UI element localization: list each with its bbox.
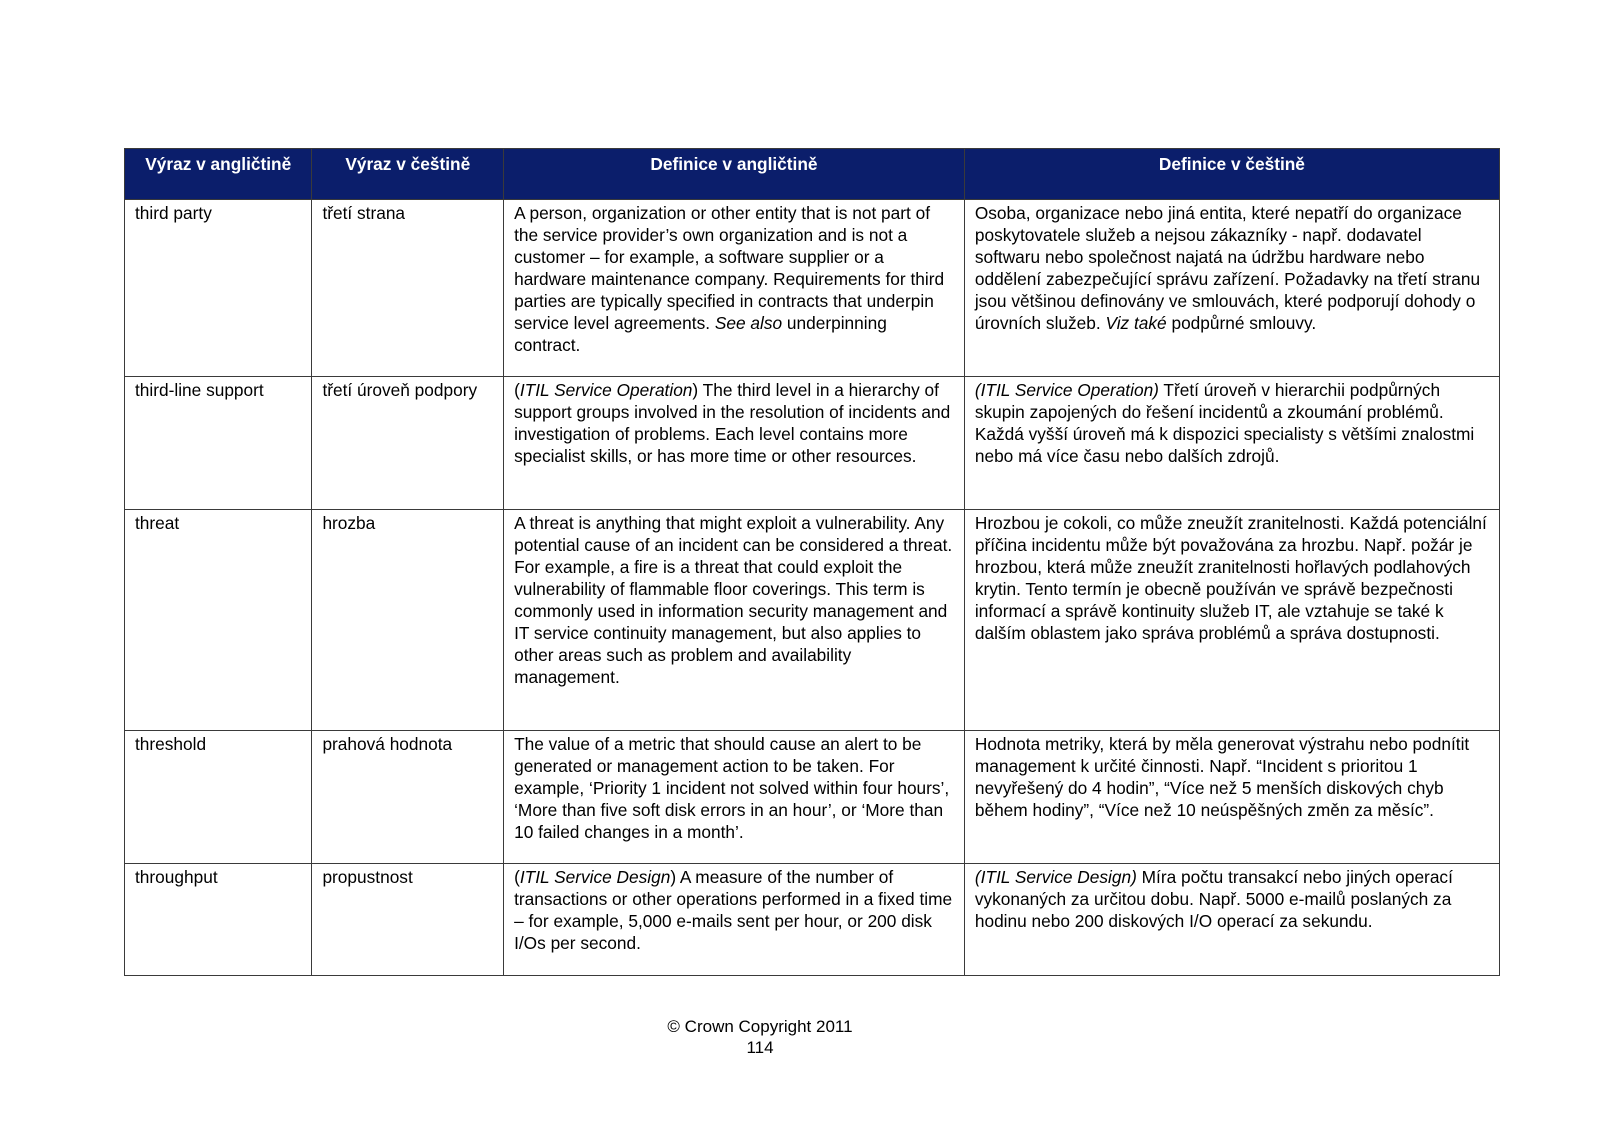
term-czech: třetí úroveň podpory bbox=[312, 377, 504, 510]
definition-czech bbox=[964, 200, 1499, 377]
text-run: podpůrné smlouvy. bbox=[1166, 313, 1317, 333]
definition-czech bbox=[964, 731, 1499, 864]
text-run: underpinning contract. bbox=[514, 313, 887, 355]
definition-english bbox=[504, 731, 965, 864]
italic-text-run: (ITIL Service Design) bbox=[974, 867, 1137, 887]
term-czech: třetí strana bbox=[312, 200, 504, 377]
text-run: Hodnota metriky, která by měla generovat výstrahu nebo podnítit management k určité činnosti. Např. “Incident s prioritou 1 nevyřešený do 4 hodin”, “Více než 5 menších diskových chyb během hodiny”, “Více než 10 neúspěšných změn za měsíc”. bbox=[974, 734, 1470, 820]
term-english: threat bbox=[125, 510, 312, 731]
text-run: A threat is anything that might exploit a vulnerability. Any potential cause of an incident can be considered a threat. For example, a fire is a threat that could exploit the vulnerability of flammable floor coverings. This term is commonly used in information security management and IT service continuity management, but also applies to other areas such as problem and availability management. bbox=[514, 513, 953, 687]
definition-english bbox=[504, 864, 965, 976]
page-number: 114 bbox=[746, 1038, 774, 1057]
header-definition-english: Definice v angličtině bbox=[504, 149, 965, 200]
term-czech: hrozba bbox=[312, 510, 504, 731]
table-row bbox=[125, 510, 1500, 731]
header-term-english: Výraz v angličtině bbox=[125, 149, 312, 200]
text-run: ) A measure of the number of transactions or other operations performed in a fixed time – for example, 5,000 e-mails sent per hour, or 200 disk I/Os per second. bbox=[514, 867, 953, 953]
table-row bbox=[125, 377, 1500, 510]
term-english: throughput bbox=[125, 864, 312, 976]
definition-czech bbox=[964, 377, 1499, 510]
text-run: Třetí úroveň v hierarchii podpůrných skupin zapojených do řešení incidentů a zkoumání problémů. Každá vyšší úroveň má k dispozici specialisty s většími znalostmi nebo má více času nebo dalších zdrojů. bbox=[974, 380, 1475, 466]
table-row bbox=[125, 864, 1500, 976]
definition-czech bbox=[964, 510, 1499, 731]
italic-text-run: ITIL Service Design bbox=[519, 867, 671, 887]
definition-english bbox=[504, 510, 965, 731]
text-run: ) The third level in a hierarchy of support groups involved in the resolution of incidents and investigation of problems. Each level contains more specialist skills, or has more time or other resources. bbox=[514, 380, 951, 466]
text-run: The value of a metric that should cause an alert to be generated or management action to be taken. For example, ‘Priority 1 incident not solved within four hours’, ‘More than five soft disk errors in an hour’, or ‘More than 10 failed changes in a month’. bbox=[514, 734, 950, 842]
term-czech: propustnost bbox=[312, 864, 504, 976]
definition-czech bbox=[964, 864, 1499, 976]
term-english: third party bbox=[125, 200, 312, 377]
header-term-czech: Výraz v češtině bbox=[312, 149, 504, 200]
term-czech: prahová hodnota bbox=[312, 731, 504, 864]
text-run: ( bbox=[514, 380, 520, 400]
header-definition-czech: Definice v češtině bbox=[964, 149, 1499, 200]
table-header-row bbox=[125, 149, 1500, 200]
table-row bbox=[125, 200, 1500, 377]
table-row bbox=[125, 731, 1500, 864]
footer-copyright: © Crown Copyright 2011 bbox=[667, 1017, 853, 1036]
text-run: Hrozbou je cokoli, co může zneužít zranitelnosti. Každá potenciální příčina incidentu může být považována za hrozbu. Např. požár je hrozbou, která může zneužít zranitelnosti hořlavých podlahových krytin. Tento termín je obecně používán ve správě bezpečnosti informací a správě kontinuity služeb IT, ale vztahuje se také k dalším oblastem jako správa problémů a správa dostupnosti. bbox=[974, 513, 1487, 643]
definition-english bbox=[504, 377, 965, 510]
italic-text-run: See also bbox=[714, 313, 783, 333]
definition-english bbox=[504, 200, 965, 377]
text-run: Osoba, organizace nebo jiná entita, které nepatří do organizace poskytovatele služeb a nejsou zákazníky - např. dodavatel softwaru nebo společnost najatá na údržbu hardware nebo oddělení zabezpečující správu zařízení. Požadavky na třetí stranu jsou většinou definovány ve smlouvách, které podporují dohody o úrovních služeb. bbox=[974, 203, 1481, 333]
text-run: A person, organization or other entity that is not part of the service provider’s own organization and is not a customer – for example, a software supplier or a hardware maintenance company. Requirements for third parties are typically specified in contracts that underpin service level agreements. bbox=[514, 203, 945, 333]
italic-text-run: (ITIL Service Operation) bbox=[974, 380, 1159, 400]
term-english: third-line support bbox=[125, 377, 312, 510]
text-run: Míra počtu transakcí nebo jiných operací vykonaných za určitou dobu. Např. 5000 e-mailů poslaných za hodinu nebo 200 diskových I/O operací za sekundu. bbox=[974, 867, 1453, 931]
italic-text-run: Viz také bbox=[1105, 313, 1167, 333]
text-run: ( bbox=[514, 867, 520, 887]
glossary-table bbox=[124, 148, 1500, 976]
term-english: threshold bbox=[125, 731, 312, 864]
italic-text-run: ITIL Service Operation bbox=[519, 380, 693, 400]
